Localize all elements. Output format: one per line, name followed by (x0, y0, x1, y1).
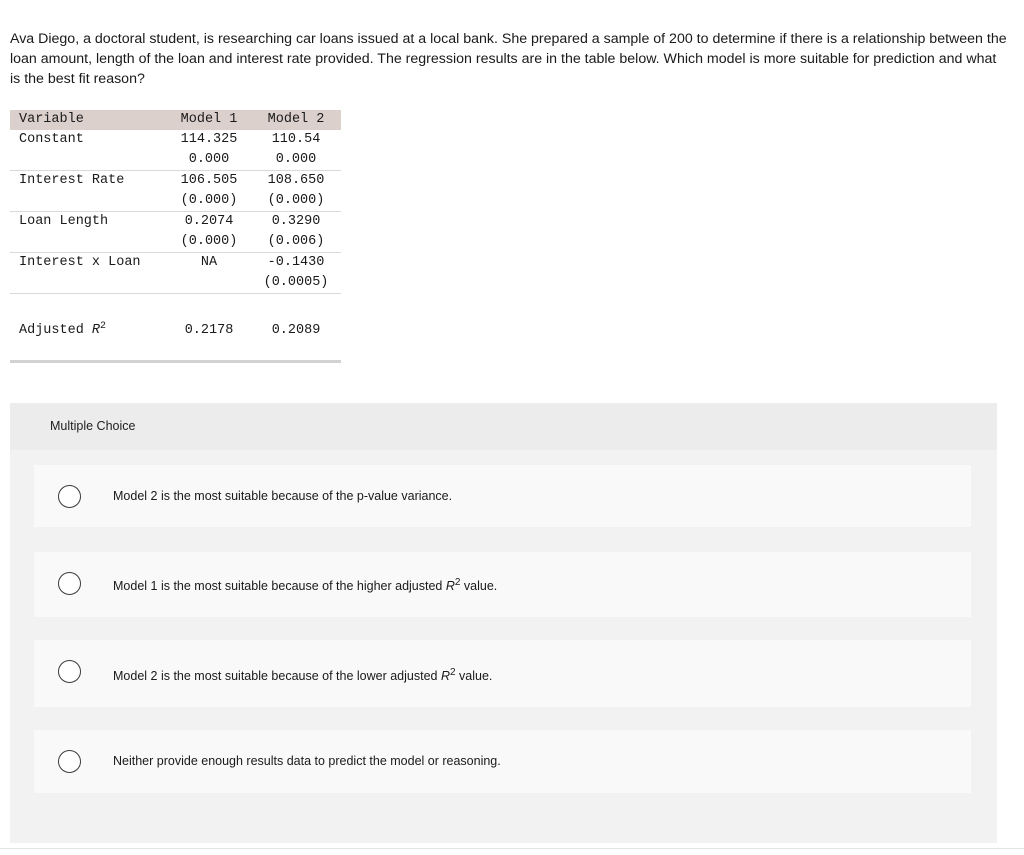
choice-option-4[interactable] (34, 730, 971, 793)
choice-text-tail: value. (460, 579, 498, 593)
table-row (10, 150, 341, 171)
table-row (10, 212, 341, 233)
model-2-value: 108.650 (267, 173, 325, 188)
choice-text-tail: value. (455, 669, 493, 683)
radio-button-icon[interactable] (58, 750, 81, 773)
adjusted-r2-label (10, 320, 167, 342)
row-label: Interest x Loan (19, 255, 141, 270)
choice-option-1[interactable] (34, 465, 971, 527)
row-label (10, 273, 167, 294)
model-1-value: 0.000 (167, 150, 251, 171)
adjusted-r2-row (10, 320, 341, 342)
header-model-2: Model 2 (251, 110, 341, 130)
table-header-row (10, 110, 341, 130)
choice-label (113, 754, 501, 768)
radio-button-icon[interactable] (58, 660, 81, 683)
squared-superscript: 2 (450, 667, 456, 678)
choice-label (113, 489, 452, 503)
r-symbol: R (91, 323, 101, 338)
choice-option-3[interactable] (34, 640, 971, 707)
row-label (10, 150, 167, 171)
choice-text-main: Model 1 is the most suitable because of the higher adjusted (113, 579, 446, 593)
row-label: Loan Length (19, 214, 109, 229)
choice-option-2[interactable] (34, 552, 971, 617)
multiple-choice-title: Multiple Choice (50, 419, 136, 433)
table-row (10, 191, 341, 212)
radio-button-icon[interactable] (58, 572, 81, 595)
table-row (10, 171, 341, 192)
model-1-value: (0.000) (167, 191, 251, 212)
choice-text-main: Neither provide enough results data to predict the model or reasoning. (113, 754, 501, 768)
squared-superscript: 2 (454, 577, 461, 588)
row-label (10, 191, 167, 212)
row-label (10, 232, 167, 253)
row-label: Constant (19, 132, 84, 147)
model-2-value: (0.006) (251, 232, 341, 253)
model-1-value: 114.325 (180, 132, 238, 147)
model-2-value: (0.0005) (251, 273, 341, 294)
model-2-value: 0.3290 (271, 214, 321, 229)
question-text: Ava Diego, a doctoral student, is researching car loans issued at a local bank. She prepared a sample of 200 to determine if there is a relationship between the loan amount, length of the loan and interest rate provided. The regression results are in the table below. Which model is more suitable for prediction and what is the best fit reason? (10, 31, 1007, 87)
radio-button-icon[interactable] (58, 485, 81, 508)
table-spacer-row (10, 294, 341, 321)
model-1-value: 0.2074 (184, 214, 234, 229)
choice-text-main: Model 2 is the most suitable because of the p-value variance. (113, 489, 453, 503)
r-symbol: R (440, 669, 450, 683)
model-2-value: (0.000) (251, 191, 341, 212)
table-bottom-rule (10, 342, 341, 362)
adjusted-label-text: Adjusted (19, 323, 92, 338)
multiple-choice-panel (10, 403, 997, 843)
row-label: Interest Rate (19, 173, 125, 188)
model-1-value: (0.000) (167, 232, 251, 253)
model-2-value: 0.000 (251, 150, 341, 171)
model-1-value: NA (200, 255, 218, 270)
table-row (10, 273, 341, 294)
model-1-value: 106.505 (180, 173, 238, 188)
multiple-choice-header (10, 403, 997, 450)
squared-superscript: 2 (100, 321, 107, 332)
table-row (10, 130, 341, 150)
table-row (10, 232, 341, 253)
r-symbol: R (445, 579, 455, 593)
model-1-adjusted-r2: 0.2178 (184, 323, 234, 338)
model-2-adjusted-r2: 0.2089 (271, 323, 321, 338)
model-1-value (167, 273, 251, 294)
choice-label (113, 669, 492, 683)
table-row (10, 253, 341, 274)
choice-label (113, 579, 497, 593)
header-model-1: Model 1 (167, 110, 251, 130)
model-2-value: 110.54 (271, 132, 321, 147)
regression-table (10, 110, 341, 363)
model-2-value: -0.1430 (267, 255, 325, 270)
page-bottom-divider (0, 848, 1024, 849)
choice-text-main: Model 2 is the most suitable because of the lower adjusted (113, 669, 441, 683)
header-variable: Variable (10, 110, 167, 130)
